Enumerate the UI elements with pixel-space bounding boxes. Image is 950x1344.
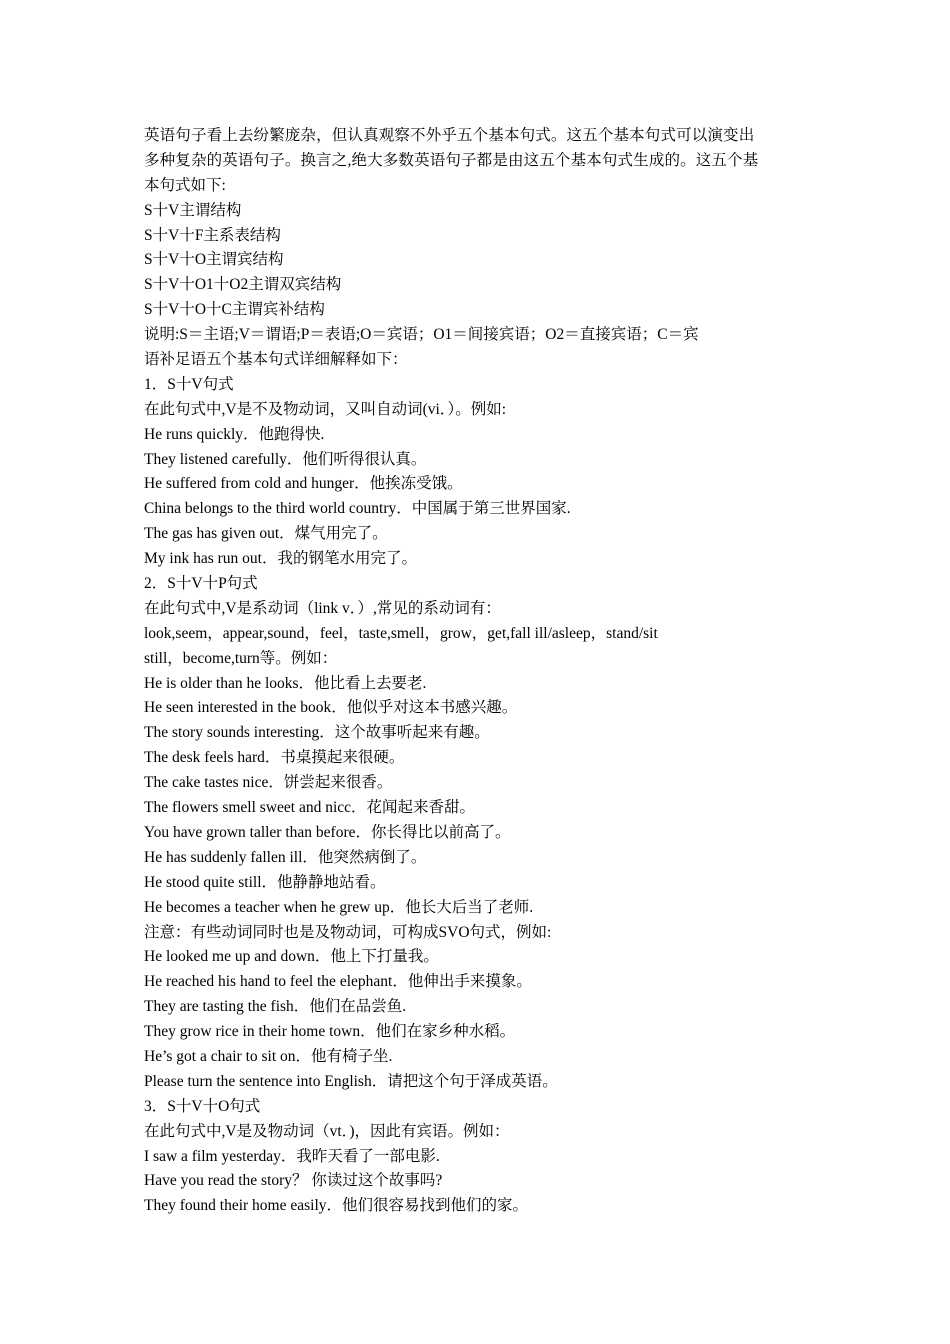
- example-sentence: The desk feels hard．书桌摸起来很硬。: [144, 749, 405, 767]
- example-sentence: He is older than he looks．他比看上去要老.: [144, 674, 427, 692]
- pattern-sv: S十V主谓结构: [144, 201, 242, 219]
- example-sentence: He runs quickly．他跑得快.: [144, 425, 325, 443]
- section-heading-2: 2．S十V十P句式: [144, 575, 258, 593]
- section-1-description: 在此句式中,V是不及物动词，又叫自动词(vi．）。例如:: [144, 400, 507, 418]
- legend-line-2: 语补足语五个基本句式详细解释如下：: [144, 351, 408, 369]
- linking-verb-list: look,seem，appear,sound，feel，taste,smell，grow，get,fall ill/asleep，stand/sit: [144, 624, 658, 642]
- example-sentence: Have you read the story？ 你读过这个故事吗?: [144, 1172, 443, 1190]
- example-sentence: China belongs to the third world country．中国属于第三世界国家.: [144, 500, 571, 518]
- example-sentence: They found their home easily．他们很容易找到他们的家。: [144, 1197, 529, 1215]
- example-sentence: I saw a film yesterday．我昨天看了一部电影.: [144, 1147, 440, 1165]
- example-sentence: The gas has given out．煤气用完了。: [144, 525, 388, 543]
- example-sentence: He reached his hand to feel the elephant．他伸出手来摸象。: [144, 973, 532, 991]
- example-sentence: The flowers smell sweet and nicc．花闻起来香甜。: [144, 799, 476, 817]
- section-2-description: 在此句式中,V是系动词（link v．）,常见的系动词有：: [144, 599, 501, 617]
- example-sentence: Please turn the sentence into English．请把这个句于泽成英语。: [144, 1072, 558, 1090]
- example-sentence: The story sounds interesting．这个故事听起来有趣。: [144, 724, 490, 742]
- example-sentence: They listened carefully．他们听得很认真。: [144, 450, 427, 468]
- linking-verb-list-continued: still，become,turn等。例如：: [144, 649, 338, 667]
- example-sentence: He suffered from cold and hunger．他挨冻受饿。: [144, 475, 463, 493]
- section-3-description: 在此句式中,V是及物动词（vt．)，因此有宾语。例如：: [144, 1122, 510, 1140]
- example-sentence: The cake tastes nice．饼尝起来很香。: [144, 774, 393, 792]
- intro-line-1: 英语句子看上去纷繁庞杂，但认真观察不外乎五个基本句式。这五个基本句式可以演变出: [144, 127, 755, 144]
- example-sentence: He looked me up and down．他上下打量我。: [144, 948, 439, 966]
- example-sentence: He becomes a teacher when he grew up．他长大后当了老师.: [144, 898, 534, 916]
- example-sentence: They grow rice in their home town．他们在家乡种水稻。: [144, 1023, 516, 1041]
- section-heading-3: 3．S十V十O句式: [144, 1097, 261, 1115]
- document-body: [144, 124, 806, 1219]
- pattern-svp: S十V十F主系表结构: [144, 226, 281, 244]
- example-sentence: You have grown taller than before．你长得比以前高了。: [144, 823, 511, 841]
- example-sentence: They are tasting the fish．他们在品尝鱼.: [144, 998, 407, 1016]
- intro-line-2: 多种复杂的英语句子。换言之,绝大多数英语句子都是由这五个基本句式生成的。这五个基: [144, 151, 759, 169]
- example-sentence: My ink has run out．我的钢笔水用完了。: [144, 550, 417, 568]
- example-sentence: He seen interested in the book．他似乎对这本书感兴趣。: [144, 699, 518, 717]
- section-heading-1: 1．S十V句式: [144, 375, 234, 393]
- intro-line-3: 本句式如下:: [144, 176, 226, 194]
- pattern-svoo: S十V十O1十O2主谓双宾结构: [144, 276, 342, 294]
- note-line: 注意：有些动词同时也是及物动词，可构成SVO句式，例如:: [144, 923, 552, 941]
- example-sentence: He has suddenly fallen ill．他突然病倒了。: [144, 848, 427, 866]
- example-sentence: He stood quite still．他静静地站看。: [144, 873, 386, 891]
- example-sentence: He’s got a chair to sit on．他有椅子坐.: [144, 1047, 393, 1065]
- legend-line-1: 说明:S＝主语;V＝谓语;P＝表语;O＝宾语；O1＝间接宾语；O2＝直接宾语；C＝宾: [144, 326, 699, 344]
- pattern-svoc: S十V十O十C主谓宾补结构: [144, 301, 325, 319]
- pattern-svo: S十V十O主谓宾结构: [144, 251, 284, 269]
